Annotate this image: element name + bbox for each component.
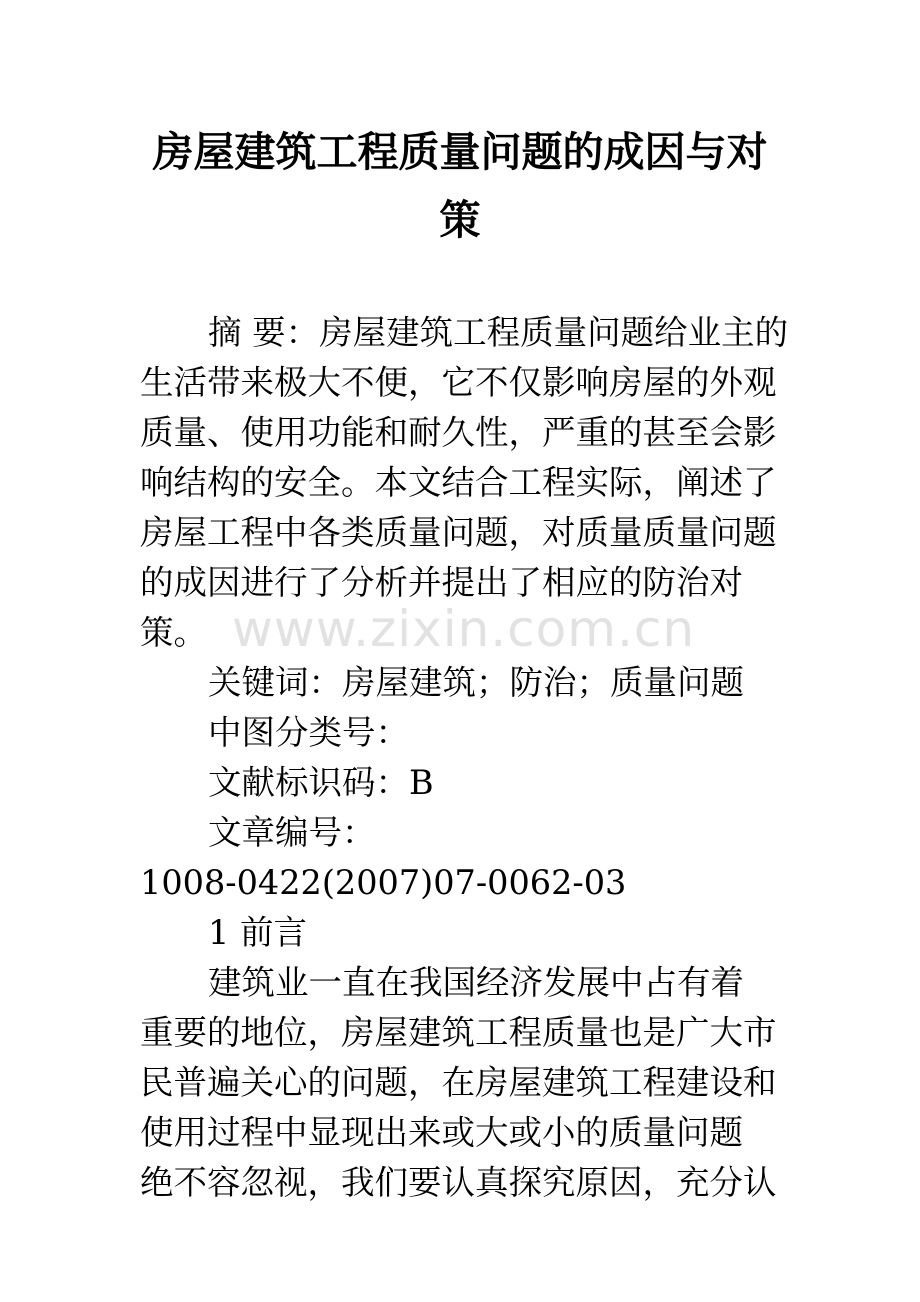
title-line-2: 策 [439, 196, 481, 244]
abstract-line: 响结构的安全。本文结合工程实际，阐述了 [140, 463, 777, 502]
article-number-value: 1008-0422(2007)07-0062-03 [140, 863, 627, 902]
abstract-paragraph [140, 308, 789, 1208]
abstract-line: 摘 要：房屋建筑工程质量问题给业主的 [208, 313, 789, 352]
intro-line: 民普遍关心的问题，在房屋建筑工程建设和 [140, 1063, 777, 1102]
document-code-line: 文献标识码：B [208, 763, 434, 802]
abstract-line: 房屋工程中各类质量问题，对质量质量问题 [140, 513, 777, 552]
keywords-line: 关键词：房屋建筑；防治；质量问题 [208, 663, 744, 702]
article-number-label: 文章编号： [208, 813, 376, 852]
abstract-line: 质量、使用功能和耐久性，严重的甚至会影 [140, 413, 777, 452]
intro-line: 重要的地位，房屋建筑工程质量也是广大市 [140, 1013, 777, 1052]
intro-line: 建筑业一直在我国经济发展中占有着 [208, 963, 744, 1002]
title-line-1: 房屋建筑工程质量问题的成因与对 [152, 128, 768, 176]
document-title [140, 118, 780, 254]
intro-line: 使用过程中显现出来或大或小的质量问题 [140, 1113, 743, 1152]
intro-line: 绝不容忽视，我们要认真探究原因，充分认 [140, 1163, 777, 1202]
watermark: www.zixin.com.cn [232, 600, 696, 658]
abstract-line: 策。 [140, 613, 207, 652]
abstract-line: 的成因进行了分析并提出了相应的防治对 [140, 563, 743, 602]
section-heading: 1 前言 [208, 913, 307, 952]
classification-number-line: 中图分类号： [208, 713, 409, 752]
abstract-line: 生活带来极大不便，它不仅影响房屋的外观 [140, 363, 777, 402]
